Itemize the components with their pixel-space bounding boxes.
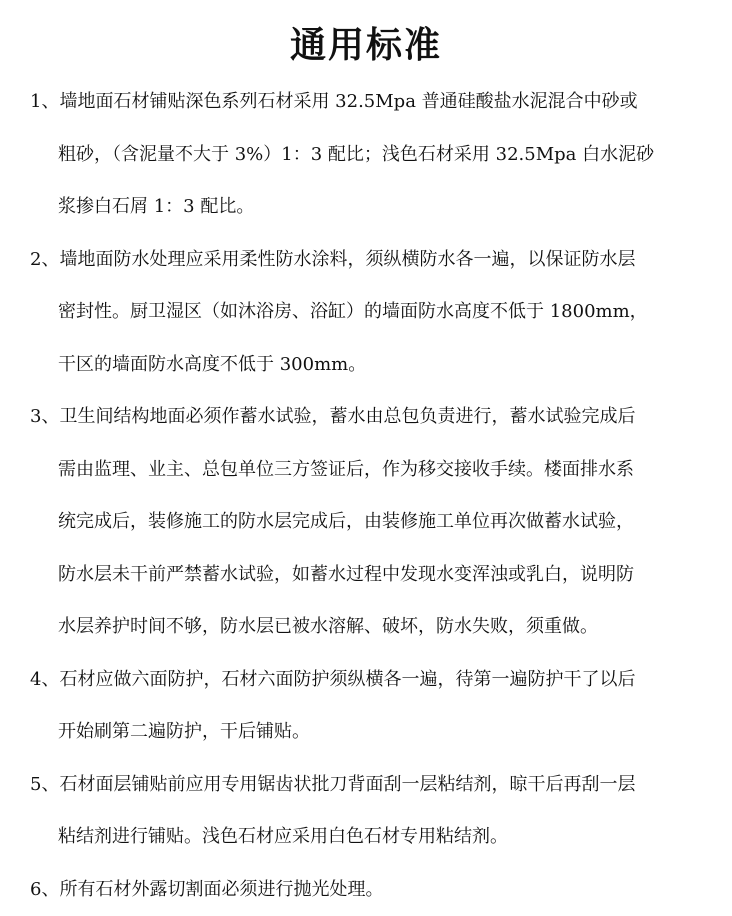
list-item [0, 234, 732, 392]
item-text: 开始刷第二遍防护，干后铺贴。 [0, 706, 732, 759]
item-text: 墙地面石材铺贴深色系列石材采用 32.5Mpa 普通硅酸盐水泥混合中砂或 [59, 91, 637, 112]
item-text: 石材面层铺贴前应用专用锯齿状批刀背面刮一层粘结剂，晾干后再刮一层 [59, 774, 635, 795]
item-text: 石材应做六面防护，石材六面防护须纵横各一遍，待第一遍防护干了以后 [59, 669, 635, 690]
page-title: 通用标准 [0, 18, 732, 74]
list-item [0, 76, 732, 234]
item-text: 所有石材外露切割面必须进行抛光处理。 [59, 879, 383, 900]
list-item [0, 391, 732, 654]
item-text: 统完成后，装修施工的防水层完成后，由装修施工单位再次做蓄水试验， [0, 496, 732, 549]
item-text: 粘结剂进行铺贴。浅色石材应采用白色石材专用粘结剂。 [0, 811, 732, 864]
item-text: 干区的墙面防水高度不低于 300mm。 [0, 339, 732, 392]
standards-list [0, 76, 732, 916]
item-text: 需由监理、业主、总包单位三方签证后，作为移交接收手续。楼面排水系 [0, 444, 732, 497]
item-text: 水层养护时间不够，防水层已被水溶解、破坏，防水失败，须重做。 [0, 601, 732, 654]
item-text: 密封性。厨卫湿区（如沐浴房、浴缸）的墙面防水高度不低于 1800mm， [0, 286, 732, 339]
item-number: 1、 [30, 76, 59, 129]
list-item [0, 864, 732, 916]
item-number: 4、 [30, 654, 59, 707]
item-text: 粗砂，（含泥量不大于 3%）1：3 配比；浅色石材采用 32.5Mpa 白水泥砂 [0, 129, 732, 182]
item-text: 防水层未干前严禁蓄水试验，如蓄水过程中发现水变浑浊或乳白，说明防 [0, 549, 732, 602]
item-number: 3、 [30, 391, 59, 444]
item-number: 2、 [30, 234, 59, 287]
list-item [0, 654, 732, 759]
item-number: 6、 [30, 864, 59, 916]
item-number: 5、 [30, 759, 59, 812]
item-text: 墙地面防水处理应采用柔性防水涂料，须纵横防水各一遍，以保证防水层 [59, 249, 635, 270]
item-text: 浆掺白石屑 1：3 配比。 [0, 181, 732, 234]
item-text: 卫生间结构地面必须作蓄水试验，蓄水由总包负责进行，蓄水试验完成后 [59, 406, 635, 427]
list-item [0, 759, 732, 864]
